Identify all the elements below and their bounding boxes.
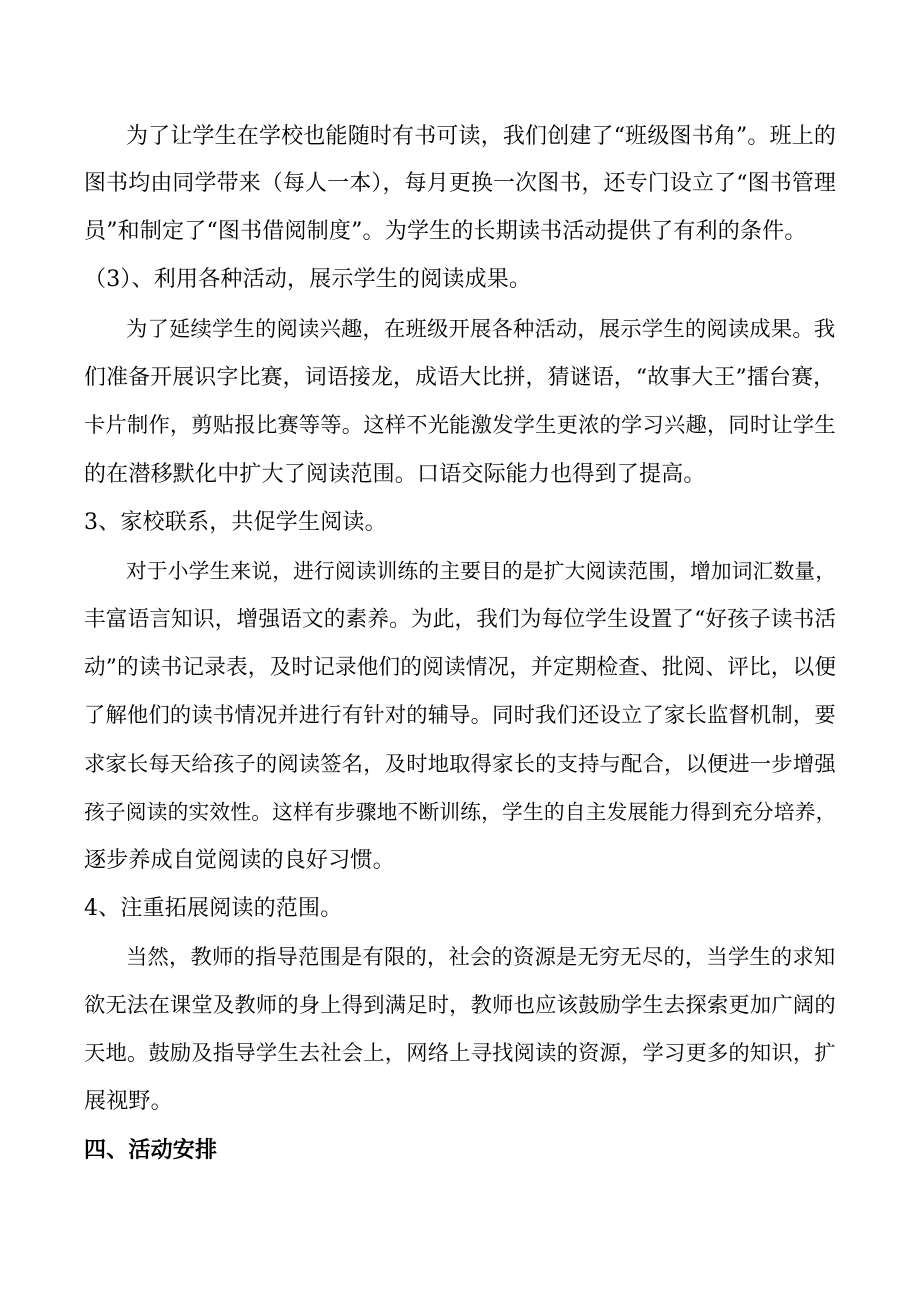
paragraph-2-line-2: 们准备开展识字比赛，词语接龙，成语大比拼，猜谜语，“故事大王”擂台赛， [84,365,836,390]
paragraph-3-line-3: 动”的读书记录表，及时记录他们的阅读情况，并定期检查、批阅、评比，以便 [84,655,837,680]
section-3-heading: 3、家校联系，共促学生阅读。 [84,510,387,535]
paragraph-1-line-2: 图书均由同学带来（每人一本），每月更换一次图书，还专门设立了“图书管理 [84,171,837,196]
section-heading-activity-arrangement: 四、活动安排 [84,1138,218,1163]
paragraph-2-line-3: 卡片制作，剪贴报比赛等等。这样不光能激发学生更浓的学习兴趣，同时让学生 [84,413,836,438]
paragraph-3-line-2: 丰富语言知识，增强语文的素养。为此，我们为每位学生设置了“好孩子读书活 [84,607,837,632]
paragraph-4-line-3: 天地。鼓励及指导学生去社会上，网络上寻找阅读的资源，学习更多的知识，扩 [84,1041,836,1066]
paragraph-3-line-7: 逐步养成自觉阅读的良好习惯。 [84,848,395,873]
paragraph-2-line-4: 的在潜移默化中扩大了阅读范围。口语交际能力也得到了提高。 [84,462,706,487]
paragraph-1-line-1: 为了让学生在学校也能随时有书可读，我们创建了“班级图书角”。班上的 [126,124,837,149]
paragraph-4-line-2: 欲无法在课堂及教师的身上得到满足时，教师也应该鼓励学生去探索更加广阔的 [84,993,836,1018]
paragraph-3-line-5: 求家长每天给孩子的阅读签名，及时地取得家长的支持与配合，以便进一步增强 [84,752,836,777]
paragraph-4-line-1: 当然，教师的指导范围是有限的，社会的资源是无穷无尽的，当学生的求知 [126,945,836,970]
subheading-3: （3）、利用各种活动，展示学生的阅读成果。 [84,267,532,292]
paragraph-2-line-1: 为了延续学生的阅读兴趣，在班级开展各种活动，展示学生的阅读成果。我 [126,317,836,342]
paragraph-3-line-4: 了解他们的读书情况并进行有针对的辅导。同时我们还设立了家长监督机制，要 [84,703,836,728]
section-4-heading: 4、注重拓展阅读的范围。 [84,896,343,921]
paragraph-3-line-6: 孩子阅读的实效性。这样有步骤地不断训练，学生的自主发展能力得到充分培养， [84,800,837,824]
paragraph-4-line-4: 展视野。 [84,1089,173,1114]
paragraph-1-line-3: 员”和制定了“图书借阅制度”。为学生的长期读书活动提供了有利的条件。 [84,219,807,244]
paragraph-3-line-1: 对于小学生来说，进行阅读训练的主要目的是扩大阅读范围，增加词汇数量， [126,559,837,583]
